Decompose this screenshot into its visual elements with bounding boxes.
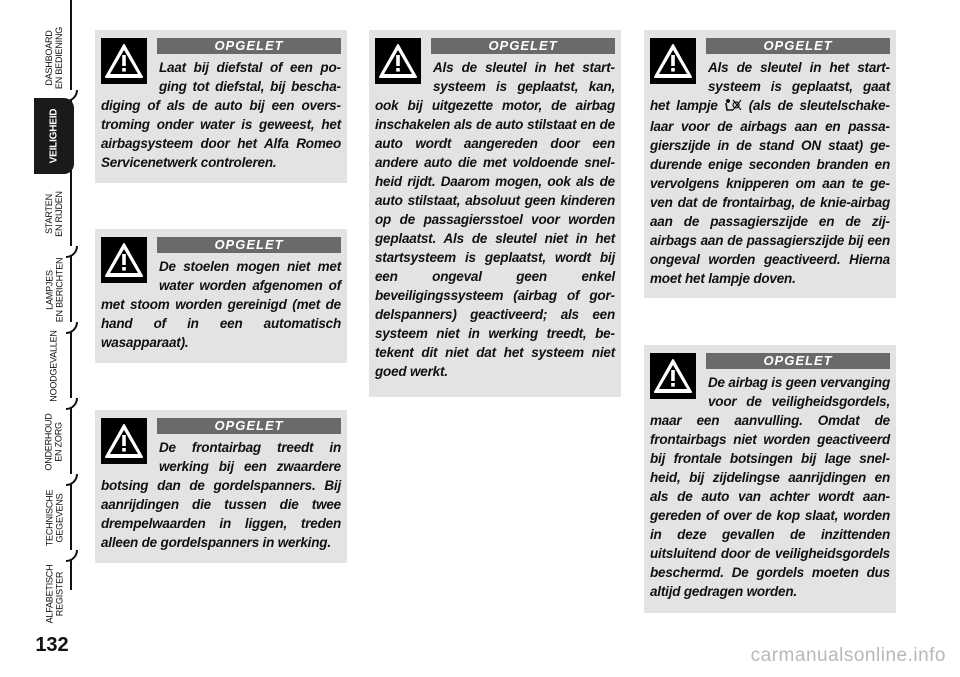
tab-veiligheid[interactable] (34, 98, 74, 174)
warning-triangle-icon (650, 38, 696, 84)
tab-label: STARTEN EN RIJDEN (44, 191, 64, 237)
warning-header: OPGELET (706, 38, 890, 54)
warning-header: OPGELET (157, 237, 341, 253)
watermark: carmanualsonline.info (750, 645, 946, 666)
tab-lampjes[interactable] (36, 252, 72, 328)
warning-triangle-icon (101, 38, 147, 84)
airbag-off-lamp-icon (724, 98, 742, 117)
warning-text-part2: (als de sleutelschakelaar voor de airbags aan en passagierszijde in de stand ON staat) gedurende enige seconden branden en vervolgens knipperen om aan te geven dat de frontairbag, de knie-airbag aan de passagierszijde en de zijairbags aan de passagierszijde bij een ongeval worden geactiveerd. Hierna moet het lampje doven. (650, 98, 890, 286)
tab-dashboard[interactable] (36, 20, 72, 96)
tab-technische[interactable] (36, 480, 72, 556)
warning-box-airbag-seatbelt (644, 345, 896, 613)
warning-text: De stoelen mogen niet met water worden afgenomen of met stoom worden gereinigd (met de hand of in een automatisch wasapparaat). (101, 259, 341, 350)
tab-label: ONDERHOUD EN ZORG (44, 413, 65, 471)
warning-text: Als de sleutel in het startsysteem is geplaatst, kan, ook bij uitgezette motor, de airbag inschakelen als de auto stilstaat en de auto wordt aangereden door een andere auto die met voldoende snelheid rijdt. Daarom mogen, ook als de auto stilstaat, absoluut geen kinderen op de passagiersstoel voor worden geplaatst. Als de sleutel niet in het startsysteem is geplaatst, wordt bij een ongeval geen enkel beveiligingssysteem (airbag of gordelspanners) geactiveerd; als een systeem niet in werking treedt, betekent dit niet dat het systeem niet goed werkt. (375, 60, 615, 379)
warning-text: De frontairbag treedt in werking bij een zwaardere botsing dan de gordelspanners. Bij aanrijdingen die tussen die twee drempelwaarden in liggen, treden alleen de gordelspanners in werking. (101, 440, 341, 550)
tab-starten[interactable] (36, 176, 72, 252)
tab-onderhoud[interactable] (36, 404, 72, 480)
page-number: 132 (35, 634, 69, 656)
tab-label: ALFABETISCH REGISTER (44, 564, 65, 624)
warning-header: OPGELET (157, 38, 341, 54)
chapter-tab-nav (0, 0, 96, 677)
warning-triangle-icon (375, 38, 421, 84)
tab-label: NOODGEVALLEN (49, 330, 59, 402)
warning-triangle-icon (101, 237, 147, 283)
warning-box-key-in-ignition (369, 30, 621, 397)
tab-register[interactable] (36, 556, 72, 632)
tab-label: DASHBOARD EN BEDIENING (44, 26, 64, 90)
tab-label: VEILIGHEID (48, 108, 59, 164)
warning-box-airbag-lamp (644, 30, 896, 298)
warning-box-theft (95, 30, 347, 183)
warning-box-seats (95, 229, 347, 363)
tab-noodgevallen[interactable] (36, 328, 72, 404)
warning-triangle-icon (101, 418, 147, 464)
tab-label: TECHNISCHE GEGEVENS (44, 489, 65, 547)
warning-text: Laat bij diefstal of een poging tot diefstal, bij beschadiging of als de auto bij een overstroming onder water is geweest, het airbagsysteem door het Alfa Romeo Servicenetwerk controleren. (101, 60, 341, 170)
warning-header: OPGELET (157, 418, 341, 434)
warning-text: De airbag is geen vervanging voor de veiligheidsgordels, maar een aanvulling. Omdat de frontairbags niet worden geactiveerd bij frontale botsingen bij lage snelheid, bij zijdelingse aanrijdingen en als de auto van achter wordt aangereden of over de kop slaat, worden in deze gevallen de inzittenden uitsluitend door de veiligheidsgordels beschermd. De gordels moeten dus altijd gedragen worden. (650, 375, 890, 599)
warning-box-frontairbag (95, 410, 347, 563)
warning-text-part1: Als de sleutel in het startsysteem is geplaatst, gaat het lampje (650, 60, 890, 113)
warning-header: OPGELET (431, 38, 615, 54)
warning-header: OPGELET (706, 353, 890, 369)
warning-triangle-icon (650, 353, 696, 399)
tab-label: LAMPJES EN BERICHTEN (44, 257, 65, 323)
